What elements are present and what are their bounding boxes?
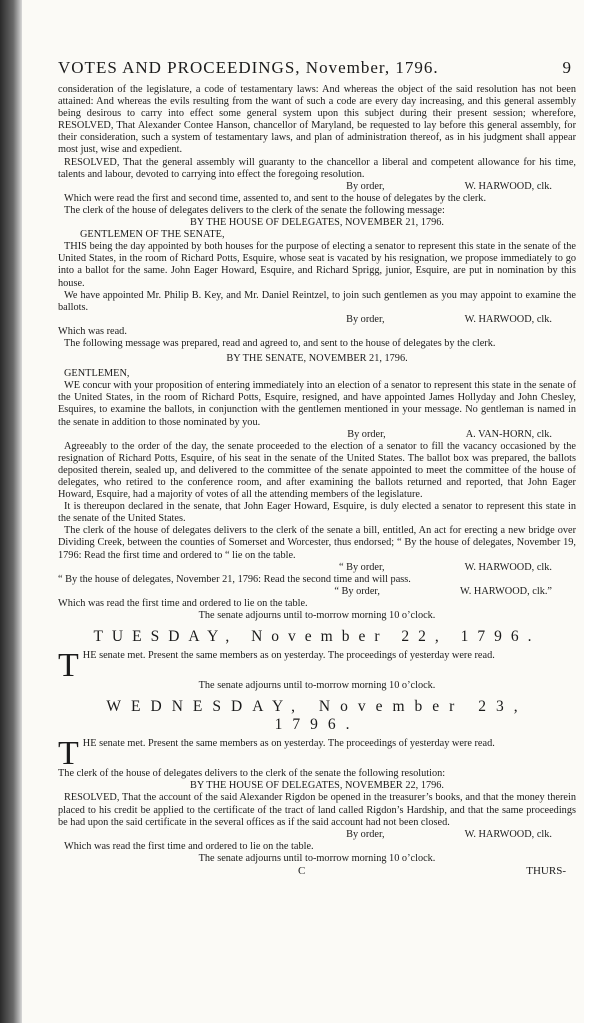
- signature-line: [58, 829, 576, 841]
- paragraph: The clerk of the house of delegates delivers to the clerk of the senate the following message:: [64, 204, 445, 216]
- sig-clerk: W. HARWOOD, clk.: [464, 313, 552, 325]
- paragraph: We have appointed Mr. Philip B. Key, and Mr. Daniel Reintzel, to join such gentlemen as you may appoint to examine the ballots.: [58, 289, 576, 313]
- salutation: GENTLEMEN,: [64, 368, 130, 380]
- section-heading: BY THE HOUSE OF DELEGATES, NOVEMBER 22, 1796.: [190, 780, 444, 792]
- book-gutter-shadow: [0, 0, 22, 1023]
- paragraph: The following message was prepared, read and agreed to, and sent to the house of delegates by the clerk.: [64, 337, 496, 349]
- sig-by-order: “ By order,: [338, 561, 385, 573]
- paragraph: “ By the house of delegates, November 21, 1796: Read the second time and will pass.: [58, 573, 411, 585]
- catchword: THURS-: [526, 864, 566, 877]
- page-footer: [58, 865, 576, 877]
- document-page: [22, 0, 592, 1023]
- sig-clerk: W. HARWOOD, clk.: [464, 180, 552, 192]
- sig-clerk: W. HARWOOD, clk.”: [460, 585, 552, 597]
- sig-clerk: W. HARWOOD, clk.: [464, 828, 552, 840]
- paragraph: RESOLVED, That the account of the said Alexander Rigdon be opened in the treasurer’s books, and that the money therein placed to his credit be applied to the certificate of the tract of land called Rigdon’s Hardship, and that the same proceedings be had upon the said certificate in the several offices as if the said account had not been closed.: [58, 792, 576, 828]
- drop-cap: T: [58, 647, 79, 685]
- day-heading: WEDNESDAY, November 23, 1796.: [106, 698, 528, 734]
- header-title: VOTES AND PROCEEDINGS, November, 1796.: [58, 58, 439, 77]
- sig-by-order: “ By order,: [334, 585, 380, 597]
- page-edge: [584, 0, 592, 1023]
- sig-by-order: By order,: [347, 428, 386, 440]
- paragraph: RESOLVED, That the general assembly will guaranty to the chancellor a liberal and competent allowance for his time, talents and labour, devoted to carrying into effect the foregoing resolution.: [58, 156, 576, 180]
- sig-clerk: W. HARWOOD, clk.: [464, 561, 552, 573]
- paragraph: Agreeably to the order of the day, the senate proceeded to the election of a senator to fill the vacancy occasioned by the resignation of Richard Potts, Esquire, of his seat in the senate of the United States. The ballot box was prepared, the ballots deposited therein, sealed up, and delivered to the committee of the senate appointed to meet the committee of the house of delegates, who retired to the conference room, and after examining the ballots returned and reported, that John Eager Howard, Esquire, had a majority of votes of all the attending members of the legislature.: [58, 440, 576, 501]
- paragraph-text: HE senate met. Present the same members as on yesterday. The proceedings of yesterday were read.: [82, 738, 495, 750]
- paragraph: Which were read the first and second time, assented to, and sent to the house of delegates by the clerk.: [64, 192, 487, 204]
- day-heading: TUESDAY, November 22, 1796.: [93, 628, 541, 646]
- signature-mark: C: [298, 864, 306, 877]
- signature-line: [58, 562, 576, 574]
- adjournment: The senate adjourns until to-morrow morning 10 o’clock.: [198, 852, 436, 864]
- page-content: [58, 58, 576, 877]
- signature-line: [58, 314, 576, 326]
- paragraph: Which was read the first time and ordered to lie on the table.: [58, 597, 308, 609]
- signature-line: [58, 181, 576, 193]
- sig-by-order: By order,: [346, 313, 385, 325]
- drop-cap: T: [58, 735, 79, 773]
- paragraph: [58, 647, 576, 685]
- paragraph: WE concur with your proposition of entering immediately into an election of a senator to represent this state in the senate of the United States, in the room of Richard Potts, Esquire, resigned, and have appointed James Hollyday and John Chesley, Esquires, to examine the ballots, in conjunction with the gentlemen mentioned in your message. No gentleman is named in the senate in addition to those nominated by you.: [58, 380, 576, 428]
- section-heading: BY THE SENATE, NOVEMBER 21, 1796.: [226, 353, 408, 365]
- page-number: 9: [562, 58, 572, 77]
- adjournment: The senate adjourns until to-morrow morning 10 o’clock.: [198, 680, 436, 692]
- adjournment: The senate adjourns until to-morrow morning 10 o’clock.: [198, 610, 436, 622]
- sig-by-order: By order,: [346, 828, 385, 840]
- paragraph: [58, 735, 576, 773]
- paragraph: Which was read.: [58, 325, 127, 337]
- paragraph: It is thereupon declared in the senate, that John Eager Howard, Esquire, is duly elected a senator to represent this state in the senate of the United States.: [58, 501, 576, 525]
- paragraph: Which was read the first time and ordered to lie on the table.: [64, 840, 314, 852]
- sig-clerk: A. VAN-HORN, clk.: [465, 428, 552, 440]
- salutation: GENTLEMEN OF THE SENATE,: [80, 229, 225, 241]
- paragraph: The clerk of the house of delegates delivers to the clerk of the senate the following resolution:: [58, 768, 446, 780]
- signature-line: [58, 429, 576, 441]
- paragraph: The clerk of the house of delegates delivers to the clerk of the senate a bill, entitled, An act for erecting a new bridge over Dividing Creek, between the counties of Somerset and Worcester, thus endorsed; “ By the house of delegates, November 19, 1796: Read the first time and ordered to “ lie on the table.: [58, 525, 576, 561]
- sig-by-order: By order,: [346, 180, 385, 192]
- paragraph: THIS being the day appointed by both houses for the purpose of electing a senator to represent this state in the senate of the United States, in the room of Richard Potts, Esquire, whose seat is vacated by his resignation, we propose immediately to go into a ballot for the same. John Eager Howard, Esquire, and Richard Sprigg, junior, Esquire, are put in nomination by this house.: [58, 241, 576, 289]
- running-header: [58, 58, 576, 78]
- section-heading: BY THE HOUSE OF DELEGATES, NOVEMBER 21, 1796.: [190, 217, 444, 229]
- paragraph-text: HE senate met. Present the same members as on yesterday. The proceedings of yesterday were read.: [82, 650, 495, 662]
- paragraph: consideration of the legislature, a code of testamentary laws: And whereas the object of the said resolution has not been attained: And whereas the evils resulting from the want of such a code are every day increasing, and this general assembly being desirous to carry into effect some general system upon this subject during their present session; wherefore, RESOLVED, That Alexander Contee Hanson, chancellor of Maryland, be requested to lay before this general assembly, for their consideration, such a system of testamentary laws, and plan of administration thereof, as in his judgment shall appear most just, wise and expedient.: [58, 84, 576, 156]
- signature-line: [58, 586, 576, 598]
